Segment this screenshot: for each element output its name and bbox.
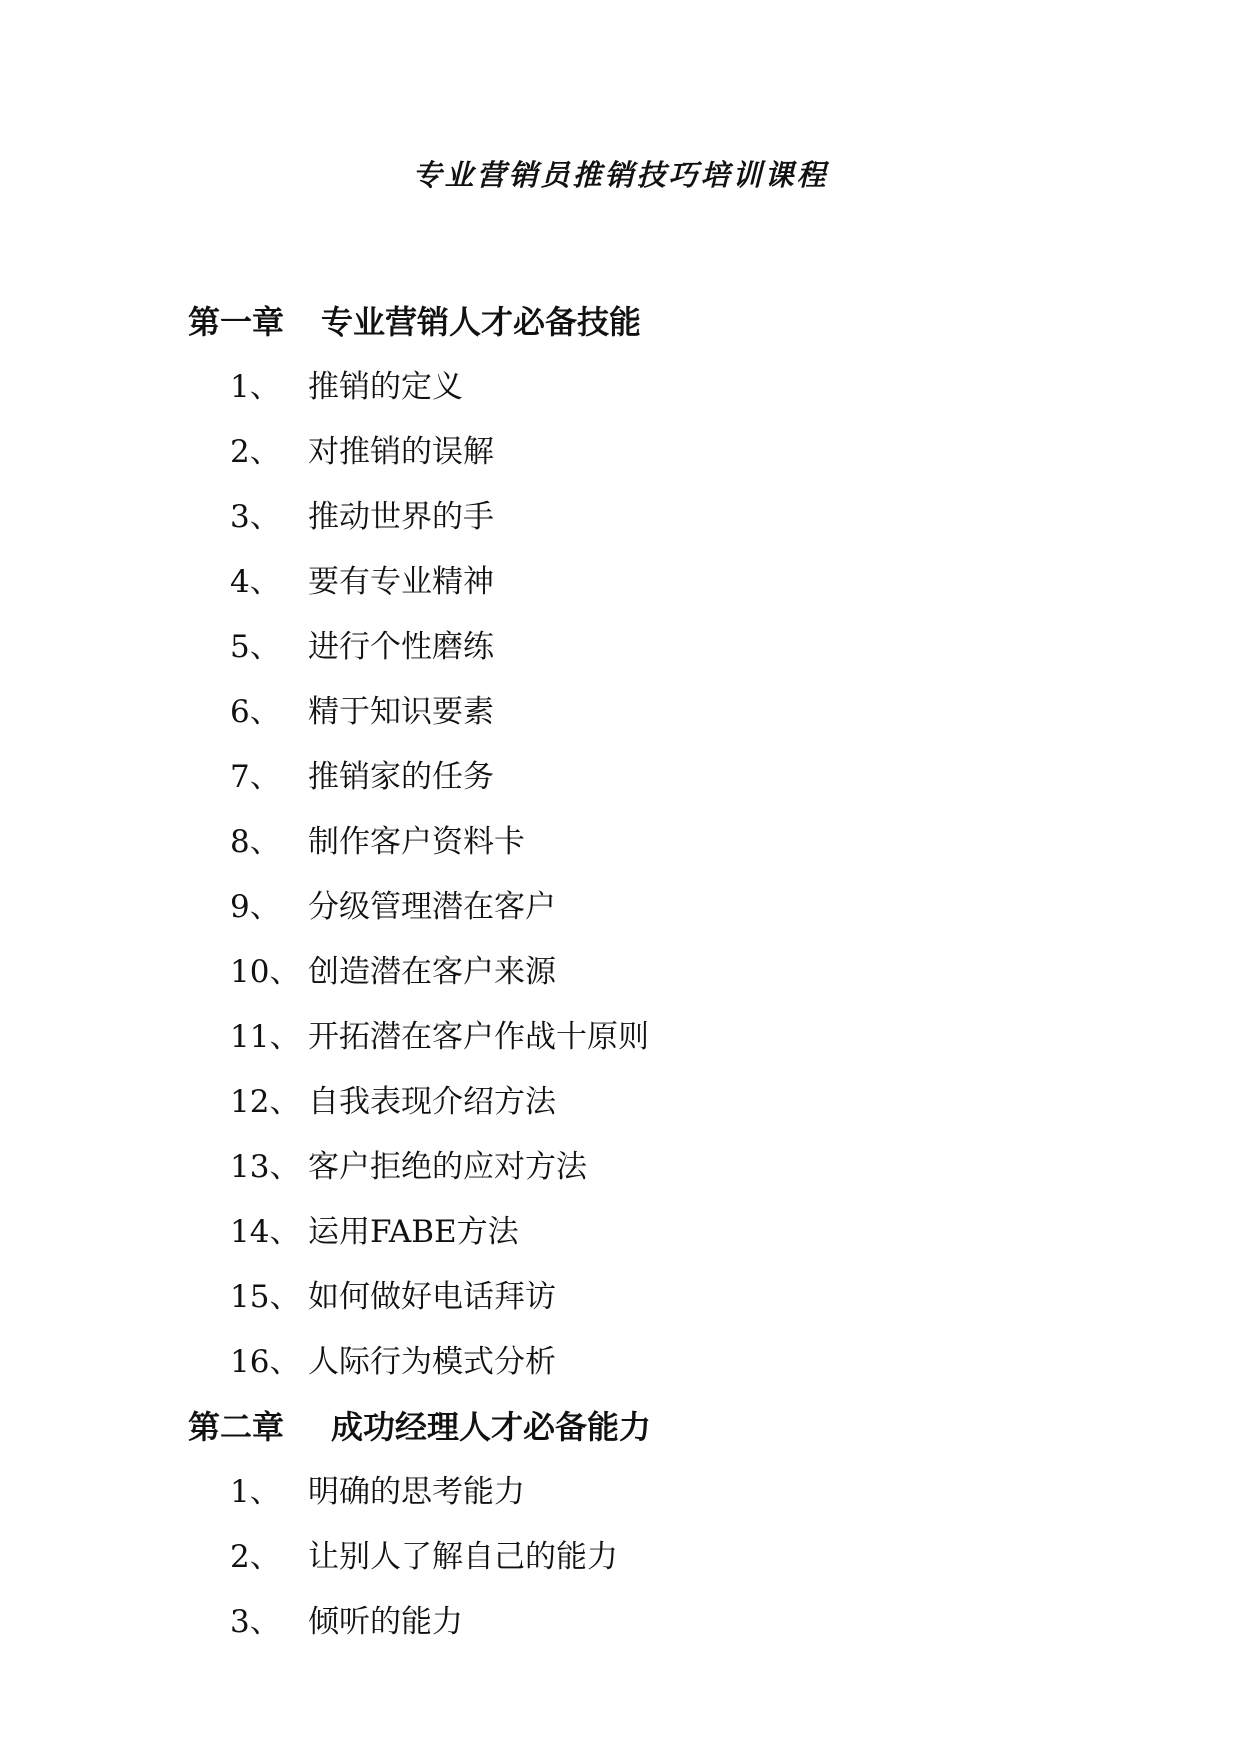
item-number: 1、: [230, 1474, 281, 1510]
item-text: 制作客户资料卡: [308, 824, 525, 860]
item-text: 推动世界的手: [308, 499, 494, 535]
item-text: 人际行为模式分析: [308, 1344, 556, 1380]
chapter-title: 成功经理人才必备能力: [331, 1408, 652, 1446]
item-text: 精于知识要素: [308, 694, 494, 730]
list-item: [188, 1525, 1168, 1590]
chapter-item-list: [188, 1460, 1168, 1655]
list-item: [188, 810, 1168, 875]
item-number: 4、: [230, 564, 281, 600]
item-text: 如何做好电话拜访: [308, 1279, 556, 1315]
item-number: 2、: [230, 1539, 281, 1575]
item-number: 11、: [230, 1019, 301, 1055]
item-number: 3、: [230, 499, 281, 535]
chapter-2: [188, 1395, 1168, 1655]
item-number: 13、: [230, 1149, 301, 1185]
list-item: [188, 550, 1168, 615]
item-text: 自我表现介绍方法: [308, 1084, 556, 1120]
list-item: [188, 1200, 1168, 1265]
chapter-heading: [188, 1395, 1168, 1460]
item-text: 运用FABE方法: [308, 1214, 519, 1250]
item-number: 5、: [230, 629, 281, 665]
item-number: 12、: [230, 1084, 301, 1120]
item-text: 客户拒绝的应对方法: [308, 1149, 587, 1185]
list-item: [188, 420, 1168, 485]
item-number: 6、: [230, 694, 281, 730]
item-number: 7、: [230, 759, 281, 795]
chapter-number: 第二章: [188, 1408, 285, 1446]
item-number: 3、: [230, 1604, 281, 1640]
list-item: [188, 875, 1168, 940]
chapter-number: 第一章: [188, 303, 285, 341]
item-text: 明确的思考能力: [308, 1474, 525, 1510]
item-text: 进行个性磨练: [308, 629, 494, 665]
item-text: 推销家的任务: [308, 759, 494, 795]
item-number: 15、: [230, 1279, 301, 1315]
item-text: 推销的定义: [308, 369, 463, 405]
item-number: 9、: [230, 889, 281, 925]
item-text: 要有专业精神: [308, 564, 494, 600]
item-text: 让别人了解自己的能力: [308, 1539, 618, 1575]
item-number: 14、: [230, 1214, 301, 1250]
list-item: [188, 1070, 1168, 1135]
list-item: [188, 1005, 1168, 1070]
item-text: 开拓潜在客户作战十原则: [308, 1019, 649, 1055]
list-item: [188, 1265, 1168, 1330]
item-text: 创造潜在客户来源: [308, 954, 556, 990]
list-item: [188, 355, 1168, 420]
list-item: [188, 680, 1168, 745]
chapter-title: 专业营销人才必备技能: [321, 303, 642, 341]
list-item: [188, 615, 1168, 680]
chapter-1: [188, 290, 1168, 1395]
chapter-item-list: [188, 355, 1168, 1395]
item-number: 1、: [230, 369, 281, 405]
document-content: [188, 290, 1168, 1655]
chapter-heading: [188, 290, 1168, 355]
list-item: [188, 1460, 1168, 1525]
list-item: [188, 1135, 1168, 1200]
item-text: 分级管理潜在客户: [308, 889, 556, 925]
item-number: 16、: [230, 1344, 301, 1380]
list-item: [188, 940, 1168, 1005]
list-item: [188, 1330, 1168, 1395]
item-number: 8、: [230, 824, 281, 860]
list-item: [188, 485, 1168, 550]
item-text: 倾听的能力: [308, 1604, 463, 1640]
document-title: 专业营销员推销技巧培训课程: [412, 158, 829, 192]
item-number: 2、: [230, 434, 281, 470]
list-item: [188, 745, 1168, 810]
item-text: 对推销的误解: [308, 434, 494, 470]
item-number: 10、: [230, 954, 301, 990]
list-item: [188, 1590, 1168, 1655]
